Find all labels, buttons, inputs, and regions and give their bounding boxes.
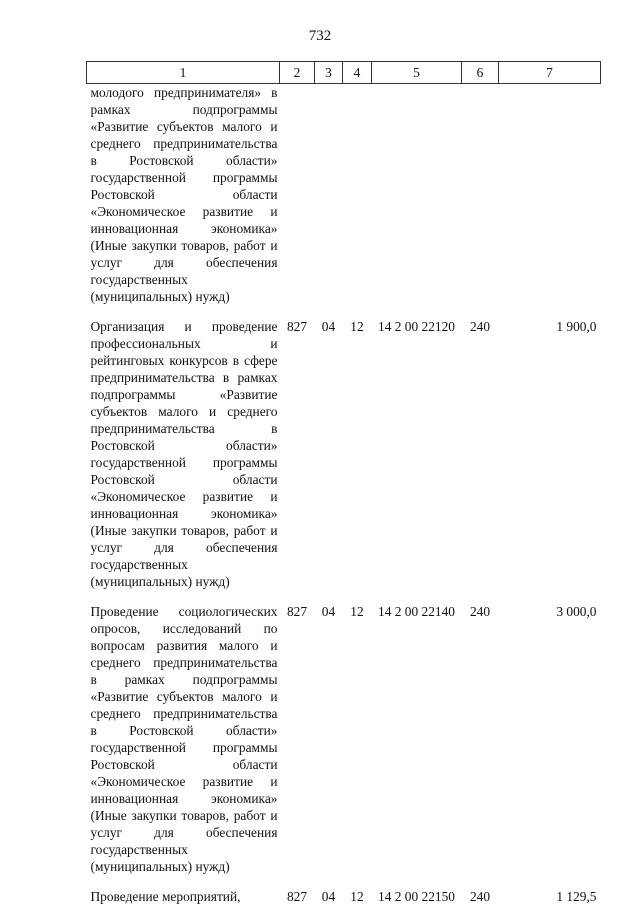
subsection-code: 12 bbox=[350, 604, 364, 619]
amount: 1 900,0 bbox=[556, 319, 597, 334]
row-description: Проведение социологических опросов, исследований по вопросам развития малого и среднего предпринимательства в рамках подпрограммы «Развитие субъектов малого и среднего предпринимательства в Ростовской области» государственной программы Ростовской области «Экономическое развитие и инновационная экономика» (Иные закупки товаров, работ и услуг для обеспечения государственных (муниципальных) нужд) bbox=[90, 604, 278, 874]
table-row bbox=[87, 84, 601, 318]
column-header: 1 bbox=[87, 62, 280, 84]
column-header: 7 bbox=[499, 62, 601, 84]
ministry-code: 827 bbox=[286, 889, 308, 904]
expense-type-code: 240 bbox=[469, 319, 491, 334]
row-description: Организация и проведение профессиональных и рейтинговых конкурсов в сфере предпринимательства в рамках подпрограммы «Развитие субъектов малого и среднего предпринимательства в Ростовской области» государственной программы Ростовской области «Экономическое развитие и инновационная экономика» (Иные закупки товаров, работ и услуг для обеспечения государственных (муниципальных) нужд) bbox=[90, 319, 278, 589]
table-header-row bbox=[87, 62, 601, 84]
target-article-code bbox=[372, 84, 462, 318]
expense-type-code bbox=[462, 84, 499, 318]
section-code: 04 bbox=[321, 319, 336, 334]
table-row bbox=[87, 317, 601, 602]
amount: 3 000,0 bbox=[556, 604, 597, 619]
column-header: 3 bbox=[315, 62, 343, 84]
column-header: 6 bbox=[462, 62, 499, 84]
page-number: 732 bbox=[308, 28, 332, 44]
ministry-code bbox=[280, 84, 315, 318]
subsection-code: 12 bbox=[350, 889, 364, 904]
target-article-code: 14 2 00 22140 bbox=[378, 604, 455, 619]
subsection-code bbox=[343, 84, 372, 318]
subsection-code: 12 bbox=[350, 319, 364, 334]
amount: 1 129,5 bbox=[556, 889, 597, 904]
column-header: 4 bbox=[343, 62, 372, 84]
expense-type-code: 240 bbox=[469, 604, 491, 619]
section-code: 04 bbox=[321, 889, 336, 904]
target-article-code: 14 2 00 22150 bbox=[378, 889, 455, 904]
table-row bbox=[87, 602, 601, 887]
amount bbox=[499, 84, 601, 318]
section-code bbox=[315, 84, 343, 318]
ministry-code: 827 bbox=[286, 604, 308, 619]
expense-type-code: 240 bbox=[469, 889, 491, 904]
column-header: 2 bbox=[280, 62, 315, 84]
ministry-code: 827 bbox=[286, 319, 308, 334]
target-article-code: 14 2 00 22120 bbox=[378, 319, 455, 334]
column-header: 5 bbox=[372, 62, 462, 84]
row-description: Проведение мероприятий, bbox=[90, 889, 241, 904]
table-row bbox=[87, 887, 601, 905]
section-code: 04 bbox=[321, 604, 336, 619]
budget-table bbox=[86, 61, 601, 905]
row-description: молодого предпринимателя» в рамках подпрограммы «Развитие субъектов малого и среднего предпринимательства в Ростовской области» государственной программы Ростовской области «Экономическое развитие и инновационная экономика» (Иные закупки товаров, работ и услуг для обеспечения государственных (муниципальных) нужд) bbox=[90, 85, 278, 304]
